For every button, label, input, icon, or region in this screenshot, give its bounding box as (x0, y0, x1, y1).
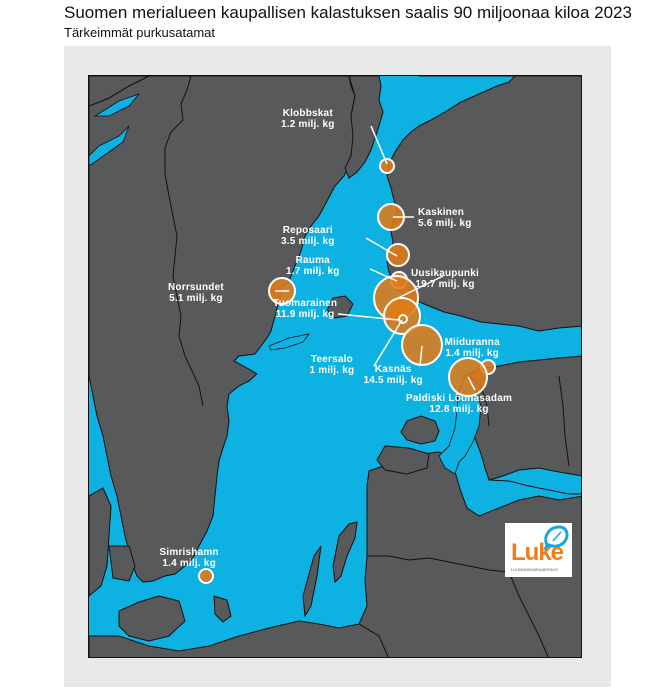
bubble-reposaari[interactable] (387, 244, 409, 266)
bubble-simrishamn[interactable] (199, 569, 213, 583)
label-reposaari: Reposaari 3.5 milj. kg (281, 225, 335, 247)
chart-subtitle: Tärkeimmät purkusatamat (64, 25, 215, 40)
label-norrsundet: Norrsundet 5.1 milj. kg (168, 282, 224, 304)
bubble-kasnas[interactable] (402, 325, 442, 365)
label-miiduranna: Miiduranna 1.4 milj. kg (444, 337, 500, 359)
label-tuomarainen: Tuomarainen 11.9 milj. kg (273, 298, 338, 320)
label-paldiski: Paldiski Lõunasadam 12.8 milj. kg (406, 393, 513, 415)
label-uusikaupunki: Uusikaupunki 19.7 milj. kg (411, 268, 479, 290)
label-kasnas: Kasnäs 14.5 milj. kg (363, 364, 423, 386)
label-simrishamn: Simrishamn 1.4 milj. kg (159, 547, 219, 569)
label-kaskinen: Kaskinen 5.6 milj. kg (418, 207, 472, 229)
luke-logo (505, 523, 572, 577)
logo-text: Luke (511, 539, 564, 566)
bubble-klobbskat[interactable] (380, 159, 394, 173)
label-klobbskat: Klobbskat 1.2 milj. kg (281, 108, 335, 130)
logo-subtext: LUONNONVARAKESKUS (511, 567, 558, 572)
chart-title: Suomen merialueen kaupallisen kalastuksen saalis 90 miljoonaa kiloa 2023 (64, 3, 632, 22)
label-rauma: Rauma 1.7 milj. kg (286, 255, 340, 277)
label-teersalo: Teersalo 1 milj. kg (309, 354, 355, 376)
